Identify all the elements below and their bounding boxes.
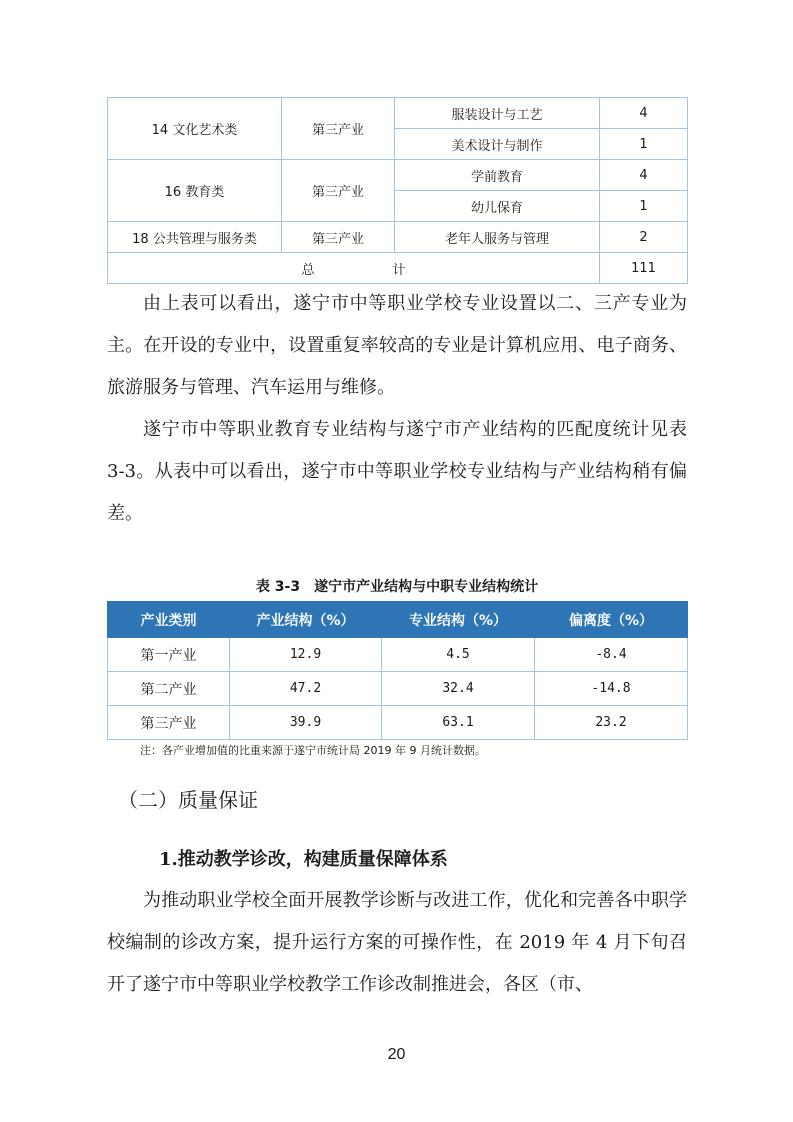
major-cell: 老年人服务与管理 [395, 222, 600, 253]
industry-cell: 第二产业 [108, 672, 230, 706]
total-value-cell: 111 [600, 253, 688, 284]
page-number: 20 [387, 1046, 406, 1063]
count-cell: 4 [600, 160, 688, 191]
value-cell: 32.4 [382, 672, 535, 706]
industry-structure-table [107, 601, 688, 740]
body-text-block-1 [107, 283, 687, 535]
value-cell: 23.2 [535, 706, 688, 740]
table-row [108, 638, 688, 672]
paragraph: 遂宁市中等职业教育专业结构与遂宁市产业结构的匹配度统计见表 3-3。从表中可以看出，遂宁市中等职业学校专业结构与产业结构稍有偏差。 [107, 419, 687, 524]
category-cell: 18 公共管理与服务类 [108, 222, 282, 253]
industry-cell: 第三产业 [282, 160, 395, 222]
count-cell: 1 [600, 129, 688, 160]
value-cell: 39.9 [230, 706, 382, 740]
body-text-block-2 [107, 880, 687, 1006]
table-row [108, 672, 688, 706]
category-cell: 16 教育类 [108, 160, 282, 222]
majors-table [107, 97, 688, 284]
count-cell: 4 [600, 98, 688, 129]
total-row [108, 253, 688, 284]
value-cell: -8.4 [535, 638, 688, 672]
industry-cell: 第一产业 [108, 638, 230, 672]
table-note: 注：各产业增加值的比重来源于遂宁市统计局 2019 年 9 月统计数据。 [140, 744, 486, 757]
value-cell: 63.1 [382, 706, 535, 740]
subsection-heading: 1.推动教学诊改，构建质量保障体系 [159, 849, 448, 870]
industry-cell: 第三产业 [282, 98, 395, 160]
paragraph: 由上表可以看出，遂宁市中等职业学校专业设置以二、三产专业为主。在开设的专业中，设置重复率较高的专业是计算机应用、电子商务、旅游服务与管理、汽车运用与维修。 [107, 293, 687, 398]
industry-cell: 第三产业 [108, 706, 230, 740]
column-header: 产业结构（%） [230, 602, 382, 638]
section-heading: （二）质量保证 [118, 788, 258, 812]
category-cell: 14 文化艺术类 [108, 98, 282, 160]
value-cell: -14.8 [535, 672, 688, 706]
total-label-2: 计 [392, 262, 406, 278]
major-cell: 学前教育 [395, 160, 600, 191]
count-cell: 2 [600, 222, 688, 253]
major-cell: 服装设计与工艺 [395, 98, 600, 129]
major-cell: 美术设计与制作 [395, 129, 600, 160]
table-header-row [108, 602, 688, 638]
paragraph: 为推动职业学校全面开展教学诊断与改进工作，优化和完善各中职学校编制的诊改方案，提升运行方案的可操作性，在 2019 年 4 月下旬召开了遂宁市中等职业学校教学工作诊改制推进会，各区（市、 [107, 890, 687, 995]
value-cell: 4.5 [382, 638, 535, 672]
column-header: 产业类别 [108, 602, 230, 638]
value-cell: 12.9 [230, 638, 382, 672]
column-header: 专业结构（%） [382, 602, 535, 638]
major-cell: 幼儿保育 [395, 191, 600, 222]
table-row [108, 160, 688, 191]
table-caption: 表 3-3 遂宁市产业结构与中职专业结构统计 [255, 579, 539, 595]
column-header: 偏离度（%） [535, 602, 688, 638]
table-row [108, 706, 688, 740]
industry-cell: 第三产业 [282, 222, 395, 253]
count-cell: 1 [600, 191, 688, 222]
total-label-cell [108, 253, 600, 284]
table-row [108, 222, 688, 253]
table-row [108, 98, 688, 129]
total-label-1: 总 [301, 262, 315, 278]
value-cell: 47.2 [230, 672, 382, 706]
